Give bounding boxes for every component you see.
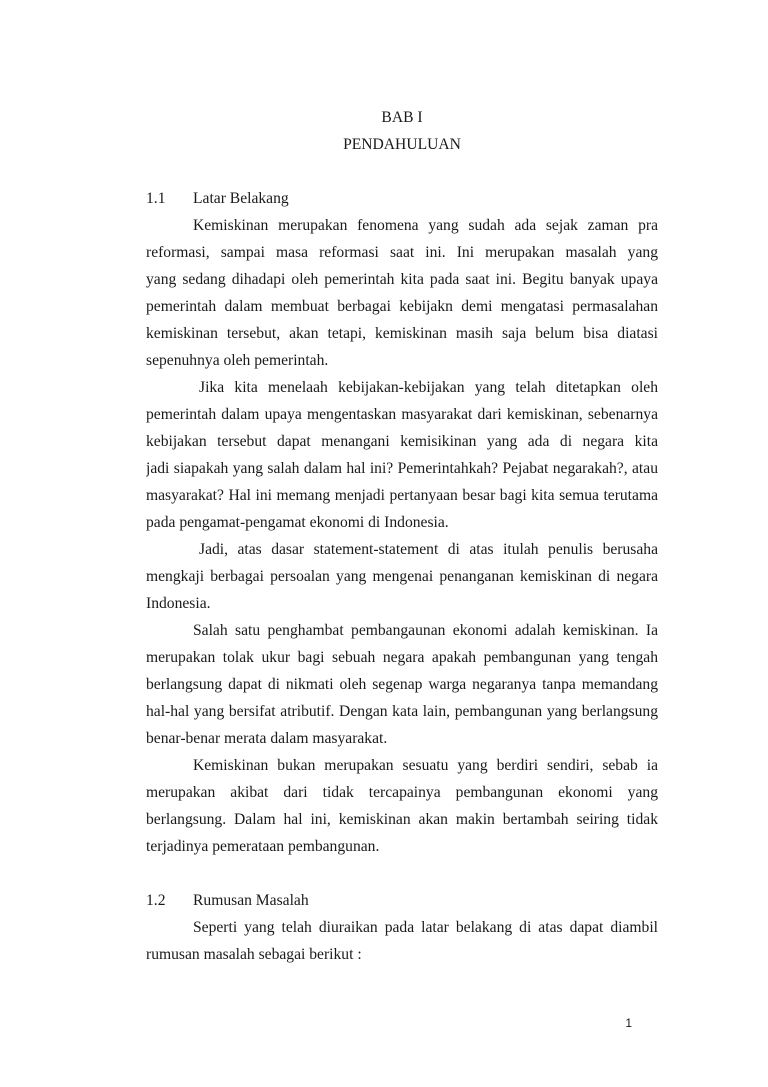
paragraph-line: pemerintah dalam membuat berbagai kebijakn demi mengatasi permasalahan: [146, 298, 658, 315]
paragraph-line: masyarakat? Hal ini memang menjadi pertanyaan besar bagi kita semua terutama: [146, 487, 658, 504]
paragraph: [146, 374, 658, 536]
chapter-label: BAB I: [381, 109, 423, 126]
paragraph-line: rumusan masalah sebagai berikut :: [146, 946, 362, 963]
paragraph: [146, 914, 658, 968]
section-heading: [146, 185, 658, 212]
paragraph-line: jadi siapakah yang salah dalam hal ini? Pemerintahkah? Pejabat negarakah?, atau: [146, 460, 658, 477]
section-number: 1.2: [146, 892, 166, 909]
paragraph-line: kemiskinan tersebut, akan tetapi, kemiskinan masih saja belum bisa diatasi: [146, 325, 658, 342]
paragraph-line: terjadinya pemerataan pembangunan.: [146, 838, 380, 855]
paragraph-line: Jika kita menelaah kebijakan-kebijakan yang telah ditetapkan oleh: [199, 379, 658, 396]
paragraph: [146, 536, 658, 617]
paragraph-line: Kemiskinan bukan merupakan sesuatu yang berdiri sendiri, sebab ia: [193, 757, 658, 774]
section-title: Latar Belakang: [193, 190, 289, 207]
blank-line: [146, 860, 658, 887]
paragraph-line: merupakan tolak ukur bagi sebuah negara apakah pembangunan yang tengah: [146, 649, 658, 666]
paragraph-line: pemerintah dalam upaya mengentaskan masyarakat dari kemiskinan, sebenarnya: [146, 406, 658, 423]
paragraph-line: kebijakan tersebut dapat menangani kemisikinan yang ada di negara kita: [146, 433, 658, 450]
paragraph-line: merupakan akibat dari tidak tercapainya pembangunan ekonomi yang: [146, 784, 658, 801]
paragraph-line: hal-hal yang bersifat atributif. Dengan kata lain, pembangunan yang berlangsung: [146, 703, 658, 720]
paragraph-line: berlangsung. Dalam hal ini, kemiskinan akan makin bertambah seiring tidak: [146, 811, 658, 828]
blank-line: [146, 158, 658, 185]
paragraph-line: yang sedang dihadapi oleh pemerintah kita pada saat ini. Begitu banyak upaya: [146, 271, 658, 288]
paragraph: [146, 752, 658, 860]
paragraph-line: benar-benar merata dalam masyarakat.: [146, 730, 388, 747]
paragraph-line: reformasi, sampai masa reformasi saat ini. Ini merupakan masalah yang: [146, 244, 658, 261]
paragraph: [146, 212, 658, 374]
paragraph-line: mengkaji berbagai persoalan yang mengenai penanganan kemiskinan di negara: [146, 568, 658, 585]
paragraph-line: Kemiskinan merupakan fenomena yang sudah ada sejak zaman pra: [193, 217, 658, 234]
page-number: 1: [625, 1016, 632, 1030]
document-body: [146, 158, 658, 968]
paragraph-line: Indonesia.: [146, 595, 211, 612]
paragraph-line: pada pengamat-pengamat ekonomi di Indonesia.: [146, 514, 449, 531]
paragraph-line: Jadi, atas dasar statement-statement di atas itulah penulis berusaha: [199, 541, 658, 558]
paragraph-line: Salah satu penghambat pembangaunan ekonomi adalah kemiskinan. Ia: [193, 622, 658, 639]
paragraph-line: Seperti yang telah diuraikan pada latar belakang di atas dapat diambil: [193, 919, 658, 936]
paragraph-line: berlangsung dapat di nikmati oleh segenap warga negaranya tanpa memandang: [146, 676, 658, 693]
chapter-title: PENDAHULUAN: [343, 136, 461, 153]
section-title: Rumusan Masalah: [193, 892, 309, 909]
section-number: 1.1: [146, 190, 166, 207]
document-page: [146, 104, 658, 968]
section-heading: [146, 887, 658, 914]
paragraph: [146, 617, 658, 752]
paragraph-line: sepenuhnya oleh pemerintah.: [146, 352, 329, 369]
